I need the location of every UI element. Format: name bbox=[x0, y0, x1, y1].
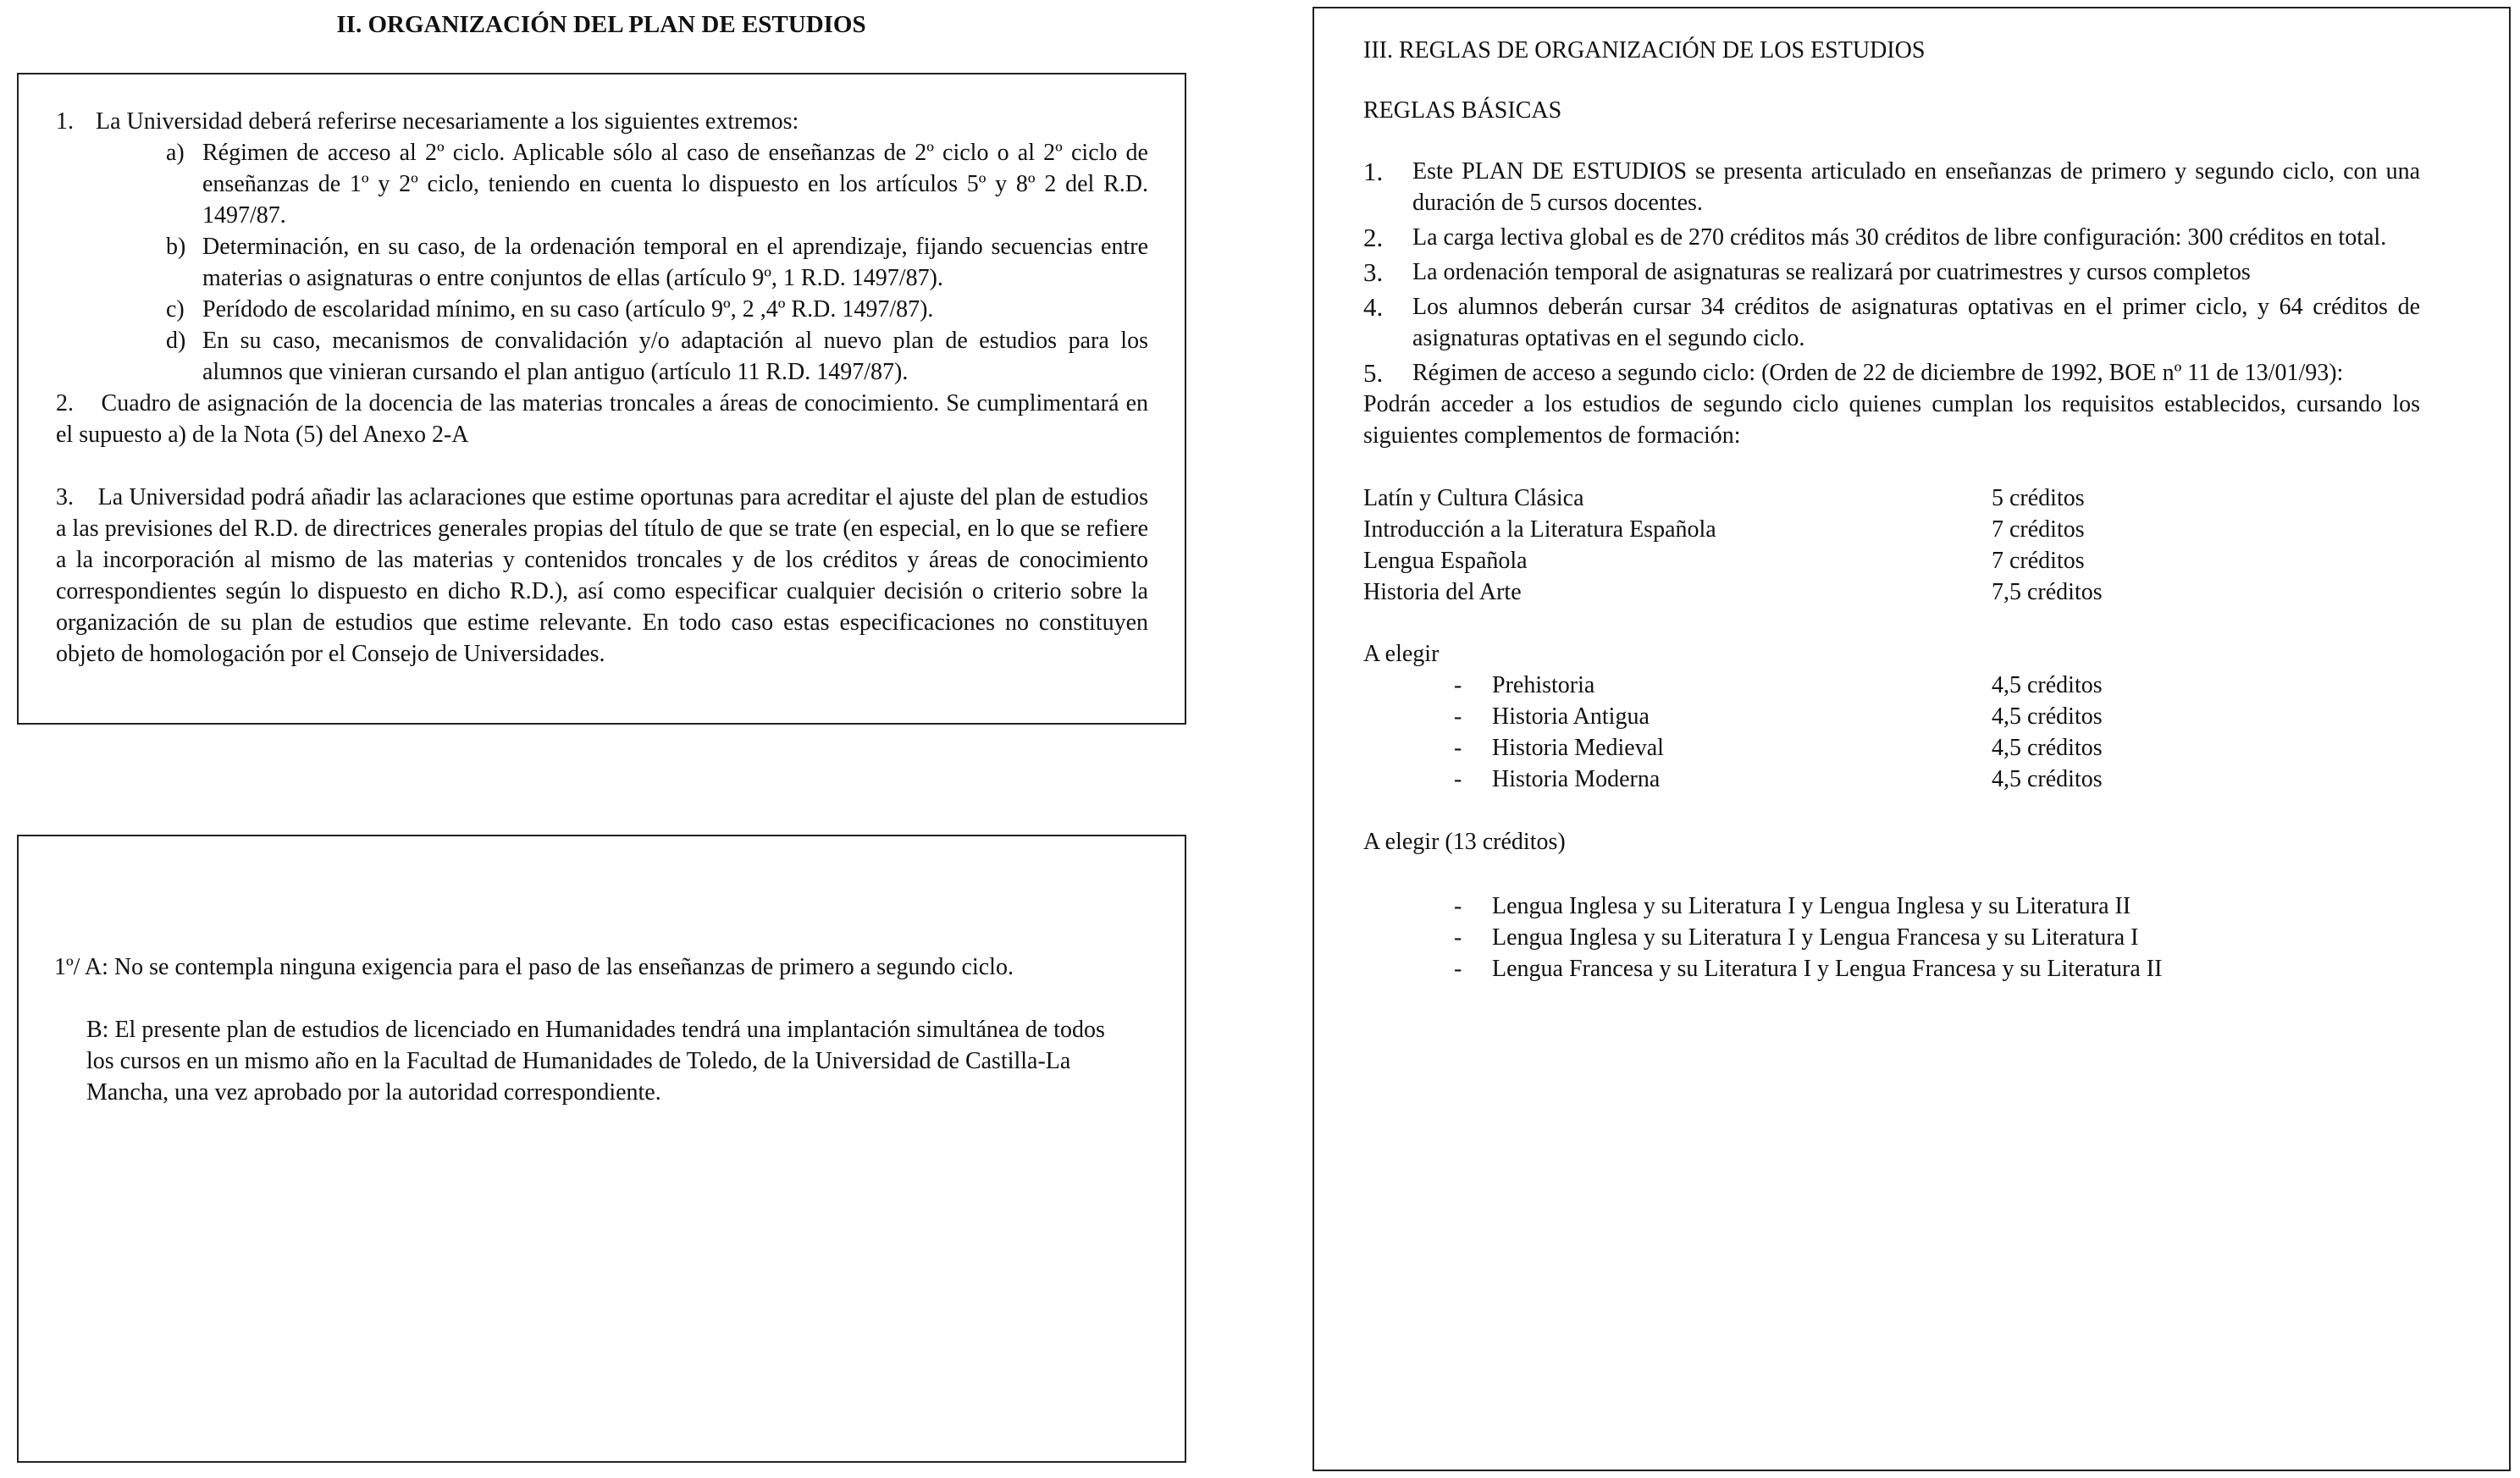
note-paragraph-b: B: El presente plan de estudios de licenciado en Humanidades tendrá una implantación simultánea de todos los cursos en un mismo año en la Facultad de Humanidades de Toledo, de la Universidad de Castilla-La Mancha, una vez aprobado por la autoridad correspondiente. bbox=[86, 1017, 1105, 1106]
note-paragraph-a: 1º/ A: No se contempla ninguna exigencia para el paso de las enseñanzas de primero a segundo ciclo. bbox=[54, 954, 1014, 980]
rules-box bbox=[1312, 7, 2511, 1471]
page-title: II. ORGANIZACIÓN DEL PLAN DE ESTUDIOS bbox=[336, 11, 866, 38]
complement-row: Historia del Arte 7,5 créditos bbox=[1363, 579, 2103, 605]
language-row: - Lengua Francesa y su Literatura I y Lengua Francesa y su Literatura II bbox=[1454, 956, 2163, 982]
choose-credits-label: A elegir (13 créditos) bbox=[1363, 829, 1566, 855]
language-list bbox=[1363, 891, 2420, 984]
choose-row: - Historia Moderna 4,5 créditos bbox=[1454, 766, 2103, 792]
subitem-c: c) Perídodo de escolaridad mínimo, en su caso (artículo 9º, 2 ,4º R.D. 1497/87). bbox=[166, 296, 934, 323]
language-row: - Lengua Inglesa y su Literatura I y Lengua Inglesa y su Literatura II bbox=[1454, 893, 2131, 919]
choose-label: A elegir bbox=[1363, 641, 1440, 667]
instruction-item-2: 2. Cuadro de asignación de la docencia de las materias troncales a áreas de conocimiento. Se cumplimentará en el supuesto a) de la Nota (5) del Anexo 2-A bbox=[56, 390, 1154, 448]
section-heading: III. REGLAS DE ORGANIZACIÓN DE LOS ESTUDIOS bbox=[1363, 37, 1926, 63]
access-requirements-text: Podrán acceder a los estudios de segundo ciclo quienes cumplan los requisitos establecidos, cursando los siguientes complementos de formación: bbox=[1363, 391, 2420, 449]
subitem-a: a) Régimen de acceso al 2º ciclo. Aplicable sólo al caso de enseñanzas de 2º ciclo o al 2º ciclo de enseñanzas de 1º y 2º ciclo, teniendo en cuenta lo dispuesto en los artículos 5º y 8º 2 del R.D. 1497/87. bbox=[166, 140, 1148, 229]
rule-item: 3. La ordenación temporal de asignaturas se realizará por cuatrimestres y cursos completos bbox=[1363, 257, 2251, 287]
rule-item: 2. La carga lectiva global es de 270 créditos más 30 créditos de libre configuración: 300 créditos en total. bbox=[1363, 223, 2387, 252]
choose-list bbox=[1363, 670, 2420, 795]
subitem-b: b) Determinación, en su caso, de la ordenación temporal en el aprendizaje, fijando secuencias entre materias o asignaturas o entre conjuntos de ellas (artículo 9º, 1 R.D. 1497/87). bbox=[166, 234, 1148, 291]
complement-row: Latín y Cultura Clásica 5 créditos bbox=[1363, 485, 2085, 511]
subitem-d: d) En su caso, mecanismos de convalidación y/o adaptación al nuevo plan de estudios para los alumnos que vinieran cursando el plan antiguo (artículo 11 R.D. 1497/87). bbox=[166, 328, 1148, 385]
complements-list bbox=[1363, 483, 2420, 608]
instruction-subitems bbox=[56, 137, 1148, 388]
instructions-box bbox=[17, 73, 1186, 725]
rules-list bbox=[1363, 156, 2420, 389]
language-row: - Lengua Inglesa y su Literatura I y Lengua Francesa y su Literatura I bbox=[1454, 924, 2139, 951]
choose-row: - Prehistoria 4,5 créditos bbox=[1454, 672, 2103, 698]
instruction-item-3: 3. La Universidad podrá añadir las aclaraciones que estime oportunas para acreditar el ajuste del plan de estudios a las previsiones del R.D. de directrices generales propias del título de que se trate (en especial, en lo que se refiere a la incorporación al mismo de las materias y contenidos troncales y de los créditos y áreas de conocimiento correspondientes según lo dispuesto en dicho R.D.), así como especificar cualquier decisión o criterio sobre la organización de su plan de estudios que estime relevante. En todo caso estas especificaciones no constituyen objeto de homologación por el Consejo de Universidades. bbox=[56, 484, 1154, 667]
complement-row: Introducción a la Literatura Española 7 créditos bbox=[1363, 516, 2085, 543]
section-subheading: REGLAS BÁSICAS bbox=[1363, 97, 1562, 124]
choose-row: - Historia Antigua 4,5 créditos bbox=[1454, 703, 2103, 730]
rule-item: 4. Los alumnos deberán cursar 34 créditos de asignaturas optativas en el primer ciclo, y 64 créditos de asignaturas optativas en el segundo ciclo. bbox=[1363, 292, 2420, 351]
complement-row: Lengua Española 7 créditos bbox=[1363, 548, 2085, 574]
rule-item: 1. Este PLAN DE ESTUDIOS se presenta articulado en enseñanzas de primero y segundo ciclo, con una duración de 5 cursos docentes. bbox=[1363, 157, 2420, 216]
instruction-item-1: 1. La Universidad deberá referirse necesariamente a los siguientes extremos: bbox=[56, 108, 799, 135]
rule-item: 5. Régimen de acceso a segundo ciclo: (Orden de 22 de diciembre de 1992, BOE nº 11 de 13/01/93): bbox=[1363, 358, 2344, 388]
access-notes-box bbox=[17, 835, 1186, 1463]
choose-row: - Historia Medieval 4,5 créditos bbox=[1454, 735, 2103, 761]
